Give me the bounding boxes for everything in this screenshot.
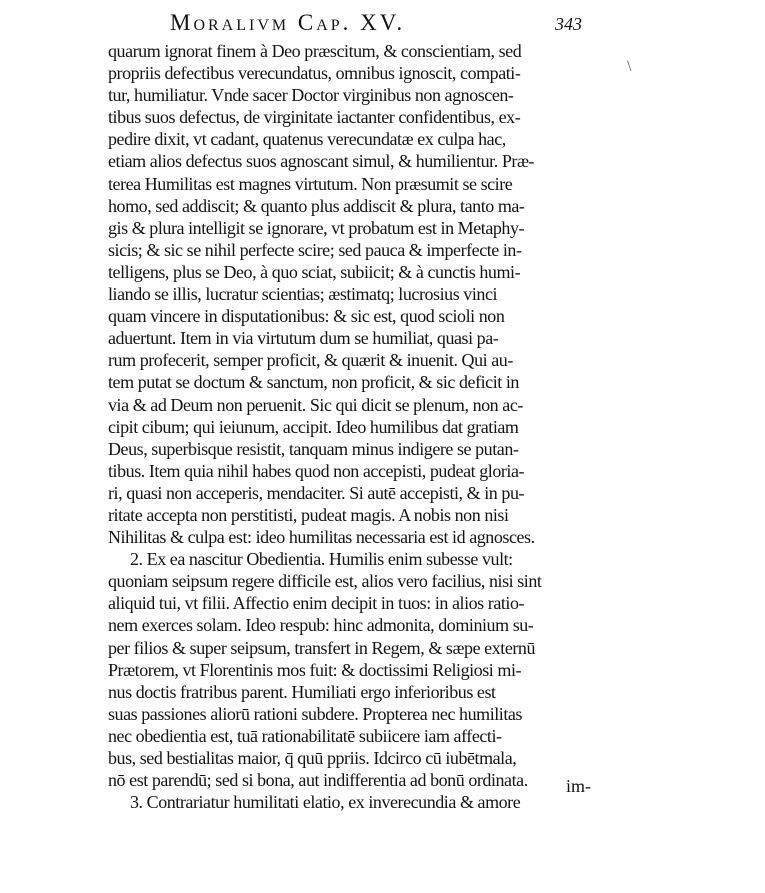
text-line: quoniam seipsum regere difficile est, alios vero facilius, nisi sint — [108, 571, 542, 592]
margin-mark: \ — [627, 58, 632, 75]
text-line: quam vincere in disputationibus: & sic est, quod scioli non — [108, 306, 505, 327]
text-line: Deus, superbisque resistit, tanquam minus indigere se putan- — [108, 438, 519, 459]
page-number: 343 — [555, 14, 582, 34]
text-line: 3. Contrariatur humilitati elatio, ex inverecundia & amore — [130, 792, 521, 813]
text-line: nō est parendū; sed si bona, aut indifferentia ad bonū ordinata. — [108, 770, 528, 791]
text-line: Prætorem, vt Florentinis mos fuit: & doctissimi Religiosi mi- — [108, 659, 522, 680]
running-head: Moralivm Cap. XV. — [170, 10, 406, 35]
text-line: quarum ignorat finem à Deo præscitum, & conscientiam, sed — [108, 41, 522, 61]
text-line: bus, sed bestialitas maior, q̄ quū ppriis. Idcirco cū iubētmala, — [108, 748, 517, 768]
text-line: gis & plura intelligit se ignorare, vt probatum est in Metaphy- — [108, 217, 525, 238]
text-line: etiam alios defectus suos agnoscant simul, & humilientur. Præ- — [108, 151, 535, 172]
text-line: tibus suos defectus, de virginitate iactanter confidentibus, ex- — [108, 107, 521, 128]
text-line: nem exerces solam. Ideo respub: hinc admonita, dominium su- — [108, 615, 534, 636]
text-line: terea Humilitas est magnes virtutum. Non præsumit se scire — [108, 173, 513, 194]
text-line: telligens, plus se Deo, à quo sciat, subiicit; & à cunctis humi- — [108, 261, 521, 282]
text-line: tem putat se doctum & sanctum, non proficit, & sic deficit in — [108, 372, 519, 393]
text-line: tibus. Item quia nihil habes quod non accepisti, pudeat gloria- — [108, 460, 525, 481]
text-line: cipit cibum; qui ieiunum, accipit. Ideo humilibus dat gratiam — [108, 416, 519, 437]
text-line: homo, sed addiscit; & quanto plus addiscit & plura, tanto ma- — [108, 195, 525, 216]
text-line: per filios & super seipsum, transfert in Regem, & sæpe externū — [108, 637, 536, 658]
text-line: rum profecerit, semper proficit, & quærit & inuenit. Qui au- — [108, 350, 513, 371]
text-line: Nihilitas & culpa est: ideo humilitas necessaria est id agnosces. — [108, 527, 535, 548]
text-line: nus doctis fratribus parent. Humiliati ergo inferioribus est — [108, 681, 496, 702]
text-line: suas passiones aliorū rationi subdere. Propterea nec humilitas — [108, 703, 522, 724]
page-header — [170, 10, 600, 40]
text-line: 2. Ex ea nascitur Obedientia. Humilis enim subesse vult: — [130, 549, 513, 570]
text-line: ri, quasi non acceperis, mendaciter. Si autē accepisti, & in pu- — [108, 482, 525, 503]
text-line: pedire dixit, vt cadant, quatenus verecundatæ ex culpa hac, — [108, 129, 506, 150]
body-text — [108, 40, 603, 813]
text-line: liando se illis, lucratur scientias; æstimatq; lucrosius vinci — [108, 284, 498, 305]
text-line: ritate accepta non perstitisti, pudeat magis. A nobis non nisi — [108, 504, 509, 525]
text-line: aduertunt. Item in via virtutum dum se humiliat, quasi pa- — [108, 328, 499, 349]
text-line: tur, humiliatur. Vnde sacer Doctor virginibus non agnoscen- — [108, 85, 514, 106]
catchword: im- — [566, 776, 591, 796]
text-line: propriis defectibus verecundatus, omnibus ignoscit, compati- — [108, 63, 521, 84]
text-line: aliquid tui, vt filii. Affectio enim decipit in tuos: in alios ratio- — [108, 593, 525, 614]
text-line: via & ad Deum non peruenit. Sic qui dicit se plenum, non ac- — [108, 394, 523, 415]
text-line: nec obedientia est, tuā rationabilitatē subiicere iam affecti- — [108, 725, 502, 746]
text-line: sicis; & sic se nihil perfecte scire; sed pauca & imperfecte in- — [108, 239, 522, 260]
